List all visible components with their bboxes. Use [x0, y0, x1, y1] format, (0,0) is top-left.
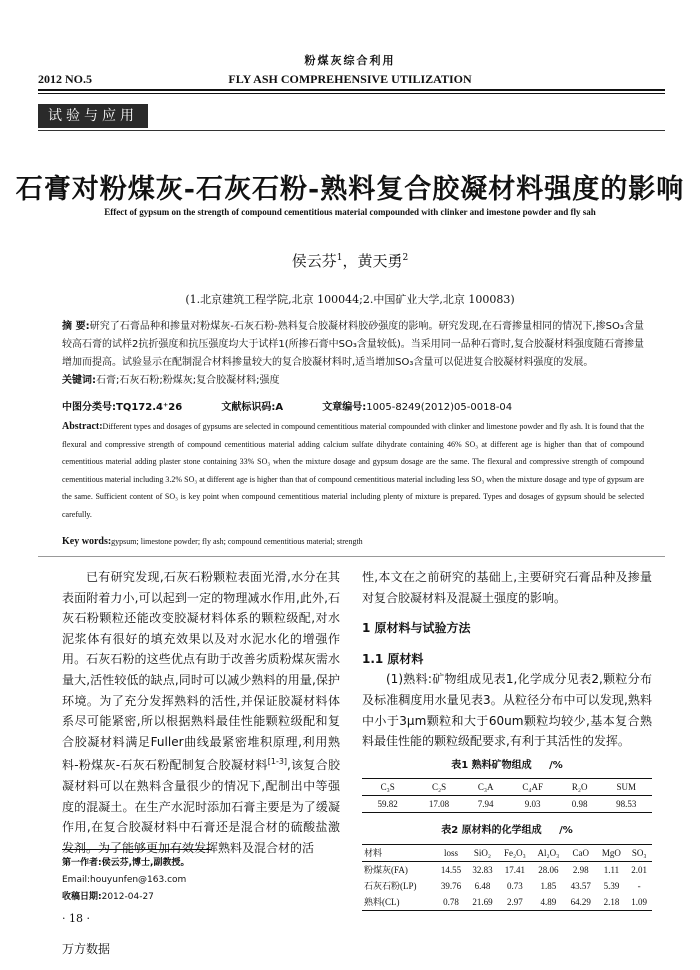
watermark: 万方数据	[62, 942, 111, 956]
classification-row	[62, 398, 644, 413]
section-heading: 1 原材料与试验方法	[362, 621, 471, 636]
column-rule	[38, 130, 665, 131]
clc-code: 中图分类号:TQ172.4⁺26	[62, 402, 183, 413]
table-header-cell: CaO	[572, 847, 590, 858]
abstract-cn-label: 摘 要:	[62, 321, 90, 332]
table-header-cell: SUM	[616, 782, 637, 793]
abstract-cn	[62, 318, 644, 390]
table-header-cell: C₄AF	[522, 782, 543, 793]
keywords-cn-text: 石膏;石灰石粉;粉煤灰;复合胶凝材料;强度	[96, 375, 280, 386]
issue-number: 2012 NO.5	[38, 72, 92, 86]
footnote-email: Email:houyunfen@163.com	[62, 875, 187, 885]
keywords-cn-label: 关键词:	[62, 375, 96, 386]
body-column-right	[362, 567, 652, 911]
table2-caption: 表2 原材料的化学组成 /%	[441, 825, 573, 837]
table-row: 粉煤灰(FA) 14.55 32.83 17.41 28.06 2.98 1.11 2.01	[364, 864, 648, 875]
body-paragraph: 性,本文在之前研究的基础上,主要研究石膏品种及掺量对复合胶凝材料及混凝土强度的影响。	[362, 570, 652, 605]
column-tag: 试验与应用	[38, 104, 148, 128]
author-affil-mark: 1	[336, 253, 343, 263]
table-header-cell: loss	[444, 847, 459, 858]
footnote-author: 第一作者:侯云芬,博士,副教授。	[62, 858, 190, 868]
table-header-cell: Al₂O₃	[537, 847, 560, 858]
citation-ref: [1-3]	[267, 757, 288, 767]
footnote-received-date: 收稿日期:2012-04-27	[62, 892, 154, 902]
author-list	[0, 250, 700, 271]
table-header-cell: R₂O	[571, 782, 588, 793]
author-separator: ，	[342, 252, 358, 270]
table-header-cell: 材料	[364, 847, 383, 858]
table-header-cell: MgO	[601, 847, 621, 858]
table-row: 59.82 17.08 7.94 9.03 0.98 98.53	[362, 796, 652, 813]
author-affil-mark: 2	[402, 253, 409, 263]
body-paragraph: 已有研究发现,石灰石粉颗粒表面光滑,水分在其表面附着力小,可以起到一定的物理减水作用,此外,石灰石粉颗粒还能改变胶凝材料体系的颗粒级配,对水泥浆体有很好的填充效果以及对水泥水化的增强作用。石灰石粉的这些优点有助于改善劣质粉煤灰需水量大,活性较低的缺点,同时可以减少熟料的用量,保护环境。为了充分发挥熟料的活性,并保证胶凝材料体系尽可能紧密,所以根据熟料最佳性能颗粒级配和复合胶凝材料满足Fuller曲线最紧密堆积原理,利用熟料-粉煤灰-石灰石粉配制复合胶凝材料[1-3],该复合胶凝材料可以在熟料含量很少的情况下,配制出中等强度的混凝土。在生产水泥时添加石膏主要是为了缓凝作用,在复合胶凝材料中石膏还是混合材的硫酸盐激发剂。为了能够更加有效发挥熟料及混合材的活	[62, 570, 340, 855]
table-header-cell: SiO₂	[473, 847, 492, 858]
table-row: 熟料(CL) 0.78 21.69 2.97 4.89 64.29 2.18 1.09	[362, 894, 652, 911]
keywords-en-text: gypsum; limestone powder; fly ash; compound cementitious material; strength	[111, 537, 363, 546]
table-header-cell: Fe₂O₃	[504, 847, 526, 858]
table-header-cell: C₃S	[380, 782, 395, 793]
table1-caption: 表1 熟料矿物组成 /%	[451, 759, 563, 771]
table-header-cell: SO₃	[631, 847, 647, 858]
page-number: · 18 ·	[62, 912, 90, 925]
abstract-en-label: Abstract:	[62, 421, 103, 432]
author-name: 黄天勇	[357, 252, 403, 270]
abstract-divider	[38, 556, 665, 557]
body-column-left	[62, 567, 340, 858]
table-header-cell: C₂S	[431, 782, 447, 793]
keywords-en	[62, 536, 644, 547]
header-rule-thin	[38, 93, 665, 94]
footnote-rule	[62, 849, 212, 850]
abstract-en	[62, 418, 644, 524]
journal-title-en: FLY ASH COMPREHENSIVE UTILIZATION	[228, 72, 472, 86]
abstract-cn-text: 研究了石膏品种和掺量对粉煤灰-石灰石粉-熟料复合胶凝材料胶砂强度的影响。研究发现,在石膏掺量相同的情况下,掺SO₃含量较高石膏的试样2抗折强度和抗压强度均大于试样1(所掺石膏中SO₃含量较低)。当采用同一品种石膏时,复合胶凝材料强度随石膏掺量增加而提高。试验显示在配制混合材料掺量较大的复合胶凝材料时,适当增加SO₃含量可以促进复合胶凝材料强度的发展。	[62, 321, 644, 368]
article-title-cn: 石膏对粉煤灰-石灰石粉-熟料复合胶凝材料强度的影响	[15, 174, 685, 205]
journal-title-cn: 粉煤灰综合利用	[304, 54, 396, 67]
abstract-en-text: Different types and dosages of gypsums are selected in compound cementitious material compounded with clinker and limestone powder and fly ash. It is found that the flexural and compressive strength of compound cementitious material adding calcium sulfate dihydrate containing 46% SO₃ at different age is higher than that of compound cementitious material adding plaster stone containing 33% SO₃ when the mixture dosage and gypsum dosage are the same. The flexural and compressive strength of compound cementitious material including 3.2% SO₃ at different age is higher than that of compound cementitious material including less SO₃ when the mixture dosage and type of gypsum are the same. Sufficient content of SO₃ is key point when compound cementitious material including plenty of mixture is prepared. Types and dosages of gypsum should be selected carefully.	[62, 422, 644, 519]
table-chemical-composition	[362, 844, 652, 911]
affiliation: (1.北京建筑工程学院,北京 100044;2.中国矿业大学,北京 100083)	[185, 293, 515, 306]
table-row: 石灰石粉(LP) 39.76 6.48 0.73 1.85 43.57 5.39 -	[364, 880, 641, 891]
subsection-heading: 1.1 原材料	[362, 651, 424, 666]
doc-code: 文献标识码:A	[221, 402, 284, 413]
keywords-en-label: Key words:	[62, 536, 112, 547]
body-paragraph: (1)熟料:矿物组成见表1,化学成分见表2,颗粒分布及标准稠度用水量见表3。从粒径分布中可以发现,熟料中小于3μm颗粒和大于60um颗粒均较少,基本复合熟料最佳性能的颗粒级配要求,有利于其活性的发挥。	[362, 672, 652, 749]
table-mineral-composition	[362, 778, 652, 813]
table-header-cell: C₃A	[477, 782, 494, 793]
footnote	[62, 855, 322, 906]
header-rule	[38, 89, 665, 91]
author-name: 侯云芬	[291, 252, 337, 270]
article-title-en: Effect of gypsum on the strength of compound cementitious material compounded with clinker and imestone powder and fly sah	[104, 207, 596, 217]
article-number: 文章编号:1005-8249(2012)05-0018-04	[322, 402, 513, 413]
